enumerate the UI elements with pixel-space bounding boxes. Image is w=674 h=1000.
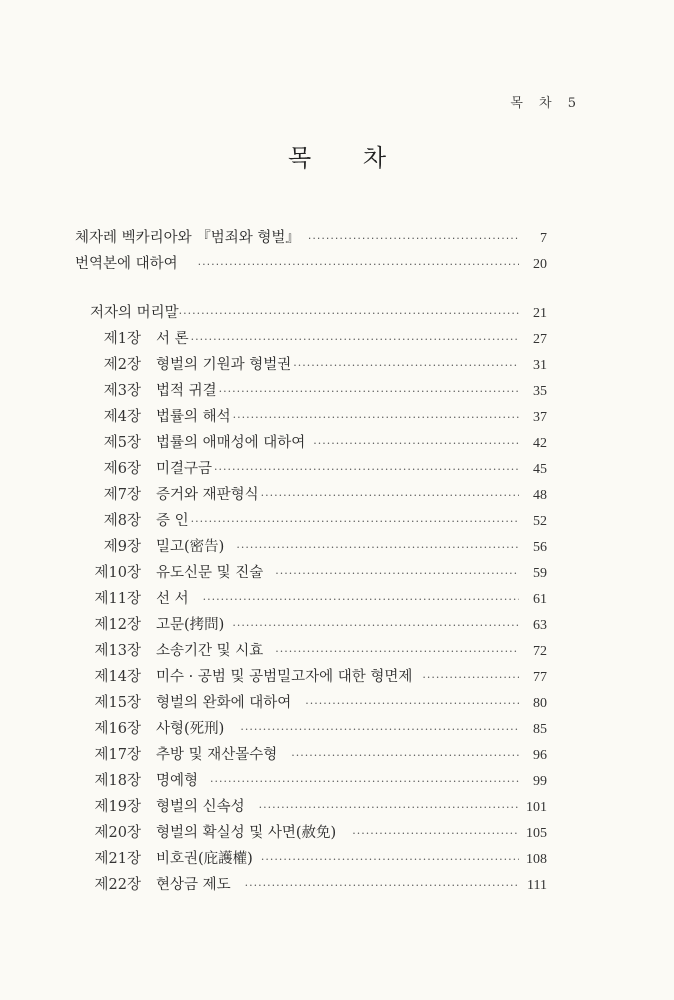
entry-page: 85 (533, 722, 547, 737)
entry-number: 제19장 (94, 799, 141, 815)
toc-entry-chapter[interactable] (75, 849, 547, 870)
entry-number: 제13장 (94, 643, 141, 659)
toc-entry-chapter[interactable] (75, 589, 547, 610)
dot-leader (261, 486, 519, 506)
dot-leader (236, 538, 519, 558)
entry-page: 108 (526, 852, 547, 867)
entry-title: 추방 및 재산몰수형 (156, 747, 278, 763)
dot-leader (291, 746, 519, 766)
entry-title: 형벌의 확실성 및 사면(赦免) (156, 825, 337, 841)
toc-entry-chapter[interactable] (75, 407, 547, 428)
entry-page: 56 (533, 540, 547, 555)
toc-entry-chapter[interactable] (75, 823, 547, 844)
entry-number: 제8장 (103, 513, 141, 529)
dot-leader (308, 229, 519, 249)
entry-title: 미수 · 공범 및 공범밀고자에 대한 형면제 (156, 669, 413, 685)
entry-title: 소송기간 및 시효 (156, 643, 264, 659)
entry-number: 제14장 (94, 669, 141, 685)
entry-page: 105 (526, 826, 547, 841)
toc-entry-chapter[interactable] (75, 615, 547, 636)
toc-entry-chapter[interactable] (75, 433, 547, 454)
toc-entry-chapter[interactable] (75, 459, 547, 480)
toc-entry-chapter[interactable] (75, 771, 547, 792)
dot-leader (275, 642, 519, 662)
dot-leader (305, 694, 519, 714)
entry-title: 법률의 애매성에 대하여 (156, 435, 306, 451)
entry-number: 제3장 (103, 383, 141, 399)
toc-entry-intro[interactable] (75, 228, 547, 249)
entry-page: 72 (533, 644, 547, 659)
toc-entry-chapter[interactable] (75, 745, 547, 766)
entry-title: 법률의 해석 (156, 409, 231, 425)
entry-page: 61 (533, 592, 547, 607)
dot-leader (233, 408, 519, 428)
toc-entry-chapter[interactable] (75, 511, 547, 532)
entry-number: 제9장 (103, 539, 141, 555)
entry-page: 48 (533, 488, 547, 503)
entry-number: 제6장 (103, 461, 141, 477)
entry-title: 서 론 (156, 331, 189, 347)
dot-leader (179, 304, 519, 324)
toc-entry-chapter[interactable] (75, 563, 547, 584)
toc-entry-chapter[interactable] (75, 485, 547, 506)
dot-leader (191, 330, 519, 350)
entry-title: 체자레 벡카리아와 『범죄와 형벌』 (75, 230, 300, 246)
entry-title: 형벌의 기원과 형벌권 (156, 357, 292, 373)
entry-number: 제17장 (94, 747, 141, 763)
toc-entry-preface[interactable] (75, 303, 547, 324)
entry-page: 42 (533, 436, 547, 451)
entry-page: 101 (526, 800, 547, 815)
entry-title: 유도신문 및 진술 (156, 565, 264, 581)
entry-number: 제21장 (94, 851, 141, 867)
dot-leader (261, 850, 519, 870)
dot-leader (259, 798, 519, 818)
entry-page: 63 (533, 618, 547, 633)
running-head: 목 차 5 (510, 96, 582, 111)
entry-page: 20 (533, 257, 547, 272)
entry-title: 미결구금 (156, 461, 213, 477)
toc-entry-chapter[interactable] (75, 719, 547, 740)
entry-page: 7 (540, 231, 547, 246)
toc-entry-chapter[interactable] (75, 667, 547, 688)
entry-title: 저자의 머리말 (90, 305, 179, 321)
entry-title: 비호권(庇護權) (156, 851, 253, 867)
entry-number: 제22장 (94, 877, 141, 893)
entry-number: 제15장 (94, 695, 141, 711)
dot-leader (203, 590, 519, 610)
toc-entry-translation[interactable] (75, 254, 547, 275)
entry-number: 제12장 (94, 617, 141, 633)
dot-leader (245, 876, 519, 896)
dot-leader (219, 382, 519, 402)
entry-page: 77 (533, 670, 547, 685)
toc-entry-chapter[interactable] (75, 537, 547, 558)
entry-title: 형벌의 완화에 대하여 (156, 695, 292, 711)
toc-entry-chapter[interactable] (75, 875, 547, 896)
entry-title: 증 인 (156, 513, 189, 529)
dot-leader (210, 772, 519, 792)
entry-number: 제10장 (94, 565, 141, 581)
entry-page: 35 (533, 384, 547, 399)
entry-title: 사형(死刑) (156, 721, 225, 737)
toc-entry-chapter[interactable] (75, 381, 547, 402)
entry-number: 제4장 (103, 409, 141, 425)
entry-title: 명예형 (156, 773, 199, 789)
dot-leader (198, 255, 519, 275)
toc-entry-chapter[interactable] (75, 693, 547, 714)
entry-number: 제2장 (103, 357, 141, 373)
dot-leader (191, 512, 519, 532)
toc-entry-chapter[interactable] (75, 641, 547, 662)
entry-page: 52 (533, 514, 547, 529)
entry-title: 번역본에 대하여 (75, 256, 178, 272)
dot-leader (275, 564, 519, 584)
dot-leader (232, 616, 519, 636)
dot-leader (240, 720, 519, 740)
entry-number: 제1장 (103, 331, 141, 347)
entry-title: 선 서 (156, 591, 189, 607)
entry-page: 21 (533, 306, 547, 321)
dot-leader (293, 356, 519, 376)
dot-leader (352, 824, 519, 844)
entry-number: 제5장 (103, 435, 141, 451)
entry-title: 법적 귀결 (156, 383, 217, 399)
entry-number: 제7장 (103, 487, 141, 503)
entry-title: 증거와 재판형식 (156, 487, 259, 503)
entry-page: 99 (533, 774, 547, 789)
toc-entry-chapter[interactable] (75, 329, 547, 350)
dot-leader (422, 668, 519, 688)
entry-page: 45 (533, 462, 547, 477)
entry-page: 37 (533, 410, 547, 425)
entry-title: 현상금 제도 (156, 877, 231, 893)
entry-page: 59 (533, 566, 547, 581)
entry-page: 111 (527, 878, 547, 893)
entry-number: 제16장 (94, 721, 141, 737)
page-title: 목 차 (288, 144, 386, 172)
entry-title: 형벌의 신속성 (156, 799, 245, 815)
toc-entry-chapter[interactable] (75, 355, 547, 376)
entry-page: 96 (533, 748, 547, 763)
entry-number: 제11장 (94, 591, 141, 607)
entry-title: 고문(拷問) (156, 617, 225, 633)
entry-number: 제18장 (94, 773, 141, 789)
dot-leader (214, 460, 519, 480)
entry-page: 80 (533, 696, 547, 711)
toc-entry-chapter[interactable] (75, 797, 547, 818)
dot-leader (313, 434, 519, 454)
entry-number: 제20장 (94, 825, 141, 841)
entry-title: 밀고(密告) (156, 539, 225, 555)
entry-page: 27 (533, 332, 547, 347)
entry-page: 31 (533, 358, 547, 373)
